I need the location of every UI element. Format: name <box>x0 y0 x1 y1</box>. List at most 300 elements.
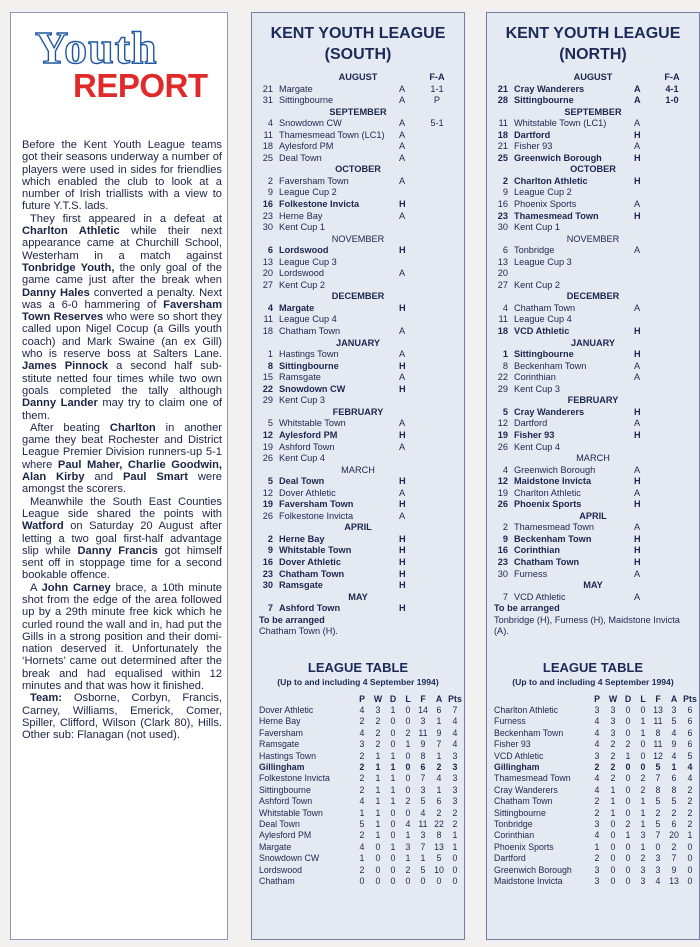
table-cell: 3 <box>594 705 600 716</box>
fixture-venue: A <box>634 372 641 383</box>
fixture-venue: A <box>634 118 641 129</box>
fixture-opponent: Greenwich Borough <box>514 152 602 163</box>
score-column-heading: F-A <box>429 72 445 82</box>
north-league-table-subtitle: (Up to and including 4 September 1994) <box>512 676 674 687</box>
table-cell: 8 <box>420 750 426 761</box>
table-row <box>487 865 699 876</box>
fixture-opponent: Dover Athletic <box>279 487 336 498</box>
fixture-opponent: Kent Cup 4 <box>279 453 325 464</box>
month-heading <box>487 395 699 407</box>
table-cell: 7 <box>420 841 426 852</box>
table-row <box>252 773 464 784</box>
table-team: Lordswood <box>259 864 303 875</box>
article-paragraph <box>22 582 222 693</box>
article-text: Before the Kent Youth League teams got their seasons underway a number of players were used in sides for friendlies which enabled the club to look at a number of Irish triallists with a view to future Y.T.S. lads. <box>22 139 222 213</box>
fixture-date: 8 <box>267 360 273 371</box>
fixture-opponent: Faversham Town <box>279 175 349 186</box>
table-cell: 1 <box>375 796 381 807</box>
fixture-opponent: Charlton Athletic <box>514 175 588 186</box>
table-cell: 2 <box>687 807 693 818</box>
fixture-row <box>487 349 699 361</box>
fixture-row <box>487 499 699 511</box>
fixture-date: 27 <box>497 279 508 290</box>
table-cell: 7 <box>452 705 458 716</box>
youth-report-masthead <box>33 22 213 109</box>
table-cell: 4 <box>594 784 600 795</box>
fixture-row <box>487 592 699 604</box>
table-row <box>487 842 699 853</box>
table-cell: 1 <box>375 807 381 818</box>
table-team: Gillingham <box>494 762 540 772</box>
fixture-date: 23 <box>262 568 273 579</box>
table-cell: 0 <box>405 762 411 773</box>
table-cell: 0 <box>359 875 365 886</box>
fixture-opponent: Deal Town <box>279 476 325 487</box>
fixture-opponent: Corinthian <box>514 372 556 383</box>
table-header-cell: W <box>608 693 618 704</box>
fixture-venue: H <box>634 129 641 140</box>
score-column-heading: F-A <box>664 72 680 82</box>
table-cell: 8 <box>655 784 661 795</box>
table-header-cell: D <box>389 693 397 704</box>
fixture-date: 18 <box>262 326 273 337</box>
fixture-row <box>487 522 699 534</box>
table-cell: 0 <box>452 864 458 875</box>
month-heading <box>252 338 464 350</box>
month-heading <box>252 407 464 419</box>
table-cell: 0 <box>405 784 411 795</box>
table-cell: 3 <box>452 750 458 761</box>
table-team: Folkestone Invicta <box>259 773 330 784</box>
fixture-row <box>252 303 464 315</box>
fixture-venue: H <box>634 533 641 544</box>
article-highlight: Watford <box>22 520 64 533</box>
fixture-venue: A <box>399 326 406 337</box>
fixture-venue: A <box>634 360 641 371</box>
article-text: got himself sent off in stoppage time for a second bookable offence. <box>22 544 223 582</box>
table-row <box>252 762 464 773</box>
fixture-date: 1 <box>267 349 273 360</box>
fixture-venue: H <box>399 556 406 567</box>
fixture-date: 16 <box>262 556 273 567</box>
table-cell: 1 <box>390 784 396 795</box>
fixture-date: 16 <box>262 199 273 210</box>
table-cell: 0 <box>625 841 631 852</box>
table-header-cell: A <box>435 693 443 704</box>
table-cell: 3 <box>640 864 646 875</box>
fixture-date: 23 <box>262 210 273 221</box>
table-cell: 4 <box>594 727 600 738</box>
table-team: Ramsgate <box>259 739 300 750</box>
table-cell: 2 <box>687 818 693 829</box>
table-cell: 5 <box>655 796 661 807</box>
table-header-cell: Pts <box>683 693 697 704</box>
north-title: KENT YOUTH LEAGUE <box>505 25 681 42</box>
fixture-opponent: Dartford <box>514 129 551 140</box>
table-cell: 2 <box>610 773 616 784</box>
table-row <box>487 762 699 773</box>
table-row <box>252 751 464 762</box>
month-heading <box>487 107 699 119</box>
month-label: DECEMBER <box>566 291 620 302</box>
fixture-row <box>487 372 699 384</box>
fixture-venue: H <box>634 499 641 510</box>
article-text: converted a penalty. Next was a 6-0 hammering of <box>22 286 222 311</box>
table-cell: 20 <box>669 830 679 841</box>
month-label: MARCH <box>576 453 610 464</box>
fixture-date: 26 <box>497 441 508 452</box>
fixture-opponent: Snowdown CW <box>279 118 342 129</box>
table-cell: 1 <box>625 830 631 841</box>
table-cell: 5 <box>420 864 426 875</box>
masthead-report: REPORT <box>73 67 208 104</box>
article-paragraph <box>22 213 222 422</box>
fixture-opponent: Deal Town <box>279 152 322 163</box>
table-cell: 2 <box>359 762 365 773</box>
table-cell: 3 <box>452 773 458 784</box>
table-cell: 6 <box>687 716 693 727</box>
table-cell: 0 <box>420 875 426 886</box>
table-cell: 4 <box>452 727 458 738</box>
fixture-venue: A <box>634 199 641 210</box>
table-header-cell: Pts <box>448 693 462 704</box>
table-team: Gillingham <box>259 762 305 773</box>
month-label: AUGUST <box>338 72 378 82</box>
fixture-row <box>252 511 464 523</box>
fixture-date: 4 <box>502 302 508 313</box>
fixture-row <box>487 118 699 130</box>
fixture-row <box>487 303 699 315</box>
fixture-venue: A <box>399 175 406 186</box>
table-row <box>252 785 464 796</box>
fixture-date: 18 <box>262 141 273 152</box>
table-cell: 1 <box>390 762 396 773</box>
table-cell: 2 <box>359 773 365 784</box>
north-fixture-list <box>487 72 699 603</box>
fixture-date: 12 <box>497 476 508 487</box>
fixture-venue: H <box>634 406 641 417</box>
table-cell: 0 <box>610 818 616 829</box>
table-cell: 4 <box>594 830 600 841</box>
table-cell: 13 <box>669 875 679 886</box>
table-cell: 0 <box>375 841 381 852</box>
table-cell: 1 <box>375 773 381 784</box>
table-team: Beckenham Town <box>494 727 564 738</box>
table-team: Tonbridge <box>494 818 533 829</box>
table-cell: 5 <box>420 796 426 807</box>
fixture-venue: H <box>634 556 641 567</box>
table-cell: 2 <box>405 796 411 807</box>
fixture-row <box>252 326 464 338</box>
table-cell: 2 <box>594 796 600 807</box>
table-cell: 3 <box>655 853 661 864</box>
fixture-row <box>252 603 464 615</box>
fixture-row <box>252 141 464 153</box>
table-cell: 9 <box>671 739 677 750</box>
table-row <box>487 773 699 784</box>
article-text: After beating <box>30 421 110 434</box>
article-text: on Saturday 20 August after letting a two goal first-half advantage slip while <box>22 520 222 557</box>
month-heading <box>252 107 464 119</box>
fixture-date: 2 <box>267 175 273 186</box>
table-cell: 0 <box>640 739 646 750</box>
table-cell: 4 <box>452 716 458 727</box>
table-row <box>487 819 699 830</box>
fixture-row <box>487 361 699 373</box>
table-cell: 0 <box>655 841 661 852</box>
fixture-venue: H <box>399 199 406 210</box>
table-header-cell: F <box>655 693 661 704</box>
table-cell: 4 <box>420 807 426 818</box>
table-cell: 4 <box>687 773 693 784</box>
table-row <box>487 830 699 841</box>
report-article <box>22 139 222 742</box>
fixture-row <box>252 488 464 500</box>
fixture-venue: A <box>634 83 641 94</box>
article-text: while their next appearance came at Churchill School, Westerham in a match against <box>22 225 222 262</box>
fixture-row <box>252 257 464 269</box>
south-to-be-arranged <box>252 615 464 638</box>
table-cell: 1 <box>640 818 646 829</box>
table-cell: 2 <box>405 864 411 875</box>
table-cell: 0 <box>625 853 631 864</box>
month-label: OCTOBER <box>335 164 381 175</box>
table-cell: 5 <box>671 796 677 807</box>
table-cell: 3 <box>420 830 426 841</box>
table-cell: 2 <box>671 807 677 818</box>
table-cell: 11 <box>653 716 663 727</box>
fixture-date: 21 <box>497 141 508 152</box>
fixture-venue: H <box>399 580 406 591</box>
table-cell: 1 <box>390 841 396 852</box>
fixture-date: 11 <box>263 314 273 325</box>
table-row <box>252 819 464 830</box>
table-row <box>252 853 464 864</box>
month-heading <box>252 72 464 84</box>
fixture-venue: A <box>399 510 406 521</box>
table-cell: 1 <box>452 830 458 841</box>
table-cell: 0 <box>375 875 381 886</box>
fixture-venue: A <box>634 141 641 152</box>
fixture-venue: A <box>634 302 641 313</box>
table-row <box>487 751 699 762</box>
table-team: VCD Athletic <box>494 750 544 761</box>
month-heading <box>252 592 464 604</box>
fixture-opponent: Folkestone Invicta <box>279 199 360 210</box>
fixture-row <box>487 384 699 396</box>
fixture-opponent: Charlton Athletic <box>514 487 581 498</box>
table-team: Hastings Town <box>259 750 317 761</box>
fixture-opponent: Cray Wanderers <box>514 406 585 417</box>
south-fixtures-panel <box>251 12 465 940</box>
fixture-opponent: Furness <box>514 568 548 579</box>
fixture-row <box>487 222 699 234</box>
table-cell: 1 <box>390 796 396 807</box>
tba-text: Tonbridge (H), Furness (H), Maidstone Invicta (A). <box>494 614 680 637</box>
table-cell: 2 <box>594 762 600 772</box>
article-text: who were so short they called upon Nigel Cocup (a Gills youth coach) and Mark Swaine (an ex Gill) who is reserve boss at Salters Lane. <box>22 311 223 361</box>
fixture-date: 2 <box>502 175 508 186</box>
fixture-venue: A <box>634 591 641 602</box>
fixture-row <box>487 418 699 430</box>
article-highlight: Faversham Town Reserves <box>22 298 222 324</box>
fixture-row <box>487 407 699 419</box>
fixture-opponent: League Cup 3 <box>514 256 572 267</box>
fixture-opponent: VCD Athletic <box>514 591 566 602</box>
month-heading <box>487 580 699 592</box>
north-to-be-arranged <box>487 603 699 638</box>
south-fixture-list <box>252 72 464 615</box>
fixture-date: 31 <box>262 95 273 106</box>
fixture-row <box>487 95 699 107</box>
fixture-opponent: Phoenix Sports <box>514 499 582 510</box>
table-cell: 6 <box>671 773 677 784</box>
fixture-opponent: Kent Cup 1 <box>279 222 325 233</box>
fixture-venue: H <box>634 326 641 337</box>
month-label: MAY <box>348 591 368 602</box>
month-label: FEBRUARY <box>567 395 619 406</box>
fixture-opponent: Ramsgate <box>279 372 321 383</box>
table-cell: 3 <box>375 705 381 716</box>
table-team: Maidstone Invicta <box>494 875 563 886</box>
table-row <box>252 808 464 819</box>
table-row <box>487 876 699 887</box>
fixture-opponent: Dover Athletic <box>279 556 341 567</box>
table-cell: 2 <box>375 727 381 738</box>
fixture-opponent: Sittingbourne <box>279 95 334 106</box>
fixture-date: 5 <box>267 418 273 429</box>
table-cell: 9 <box>420 739 426 750</box>
fixture-date: 15 <box>262 372 273 383</box>
table-cell: 6 <box>687 739 693 750</box>
fixture-date: 26 <box>262 510 273 521</box>
table-row <box>252 796 464 807</box>
fixture-row <box>487 465 699 477</box>
month-heading <box>487 234 699 246</box>
fixture-date: 30 <box>497 222 508 233</box>
table-cell: 2 <box>610 750 616 761</box>
fixture-venue: A <box>634 487 641 498</box>
table-cell: 6 <box>671 818 677 829</box>
month-heading <box>252 522 464 534</box>
fixture-row <box>252 222 464 234</box>
fixture-date: 27 <box>262 279 273 290</box>
fixture-date: 22 <box>262 383 273 394</box>
table-row <box>252 739 464 750</box>
table-row <box>252 842 464 853</box>
table-team: Fisher 93 <box>494 739 531 750</box>
table-cell: 0 <box>405 750 411 761</box>
table-cell: 3 <box>359 739 365 750</box>
tba-title: To be arranged <box>494 603 560 614</box>
table-cell: 1 <box>359 807 365 818</box>
month-heading <box>487 164 699 176</box>
table-cell: 0 <box>625 796 631 807</box>
table-cell: 2 <box>375 716 381 727</box>
table-row <box>487 785 699 796</box>
fixture-score: 1-1 <box>430 83 444 94</box>
fixture-row <box>252 280 464 292</box>
fixture-date: 11 <box>498 118 508 129</box>
table-cell: 1 <box>610 784 616 795</box>
fixture-venue: H <box>634 429 641 440</box>
month-label: MARCH <box>341 464 375 475</box>
fixture-date: 22 <box>497 372 508 383</box>
north-league-table-title: LEAGUE TABLE <box>542 659 644 675</box>
fixture-date: 7 <box>502 591 508 602</box>
table-cell: 1 <box>640 727 646 738</box>
article-text: A <box>30 581 42 594</box>
table-cell: 0 <box>625 784 631 795</box>
table-cell: 0 <box>405 705 411 716</box>
table-cell: 1 <box>640 807 646 818</box>
fixture-opponent: Whitstable Town <box>279 545 352 556</box>
fixture-venue: A <box>634 418 641 429</box>
article-paragraph <box>22 692 222 741</box>
article-highlight: James Pinnock <box>22 360 109 373</box>
fixture-date: 28 <box>497 95 508 106</box>
table-cell: 14 <box>418 705 428 716</box>
month-label: OCTOBER <box>570 164 616 175</box>
fixture-date: 25 <box>262 152 273 163</box>
table-team: Margate <box>259 841 292 852</box>
fixture-row <box>487 268 699 280</box>
fixture-score: 1-0 <box>665 95 679 106</box>
table-header-row <box>252 694 464 705</box>
table-cell: 0 <box>687 864 693 875</box>
fixture-row <box>252 314 464 326</box>
fixture-row <box>252 395 464 407</box>
month-label: DECEMBER <box>331 291 385 302</box>
fixture-date: 23 <box>497 556 508 567</box>
table-cell: 7 <box>671 853 677 864</box>
table-cell: 0 <box>390 727 396 738</box>
article-highlight: Charlton <box>109 421 156 434</box>
fixture-date: 16 <box>497 199 508 210</box>
fixture-venue: H <box>634 349 641 360</box>
table-cell: 9 <box>436 727 442 738</box>
fixture-date: 11 <box>498 314 508 325</box>
month-label: FEBRUARY <box>332 406 384 417</box>
table-cell: 3 <box>640 875 646 886</box>
table-cell: 1 <box>452 841 458 852</box>
article-text: Osborne, Corbyn, Francis, Carney, Williams, Emerick, Comer, Spiller, Clifford, Wilson (Clark 80), Hills. Other sub: Flanagan (not used). <box>22 692 222 742</box>
table-cell: 2 <box>436 762 442 773</box>
fixture-date: 19 <box>262 499 273 510</box>
fixture-opponent: Herne Bay <box>279 210 323 221</box>
fixture-venue: H <box>399 302 406 313</box>
article-highlight: Tonbridge Youth, <box>22 261 115 274</box>
table-cell: 1 <box>375 784 381 795</box>
fixture-venue: H <box>399 245 406 256</box>
table-header-cell: F <box>420 693 426 704</box>
fixture-opponent: Lordswood <box>279 268 324 279</box>
article-text: Meanwhile the South East Counties League side shared the points with <box>22 495 222 520</box>
month-heading <box>252 164 464 176</box>
table-cell: 1 <box>405 830 411 841</box>
fixture-venue: A <box>399 141 406 152</box>
table-cell: 13 <box>653 705 663 716</box>
table-team: Furness <box>494 716 526 727</box>
table-header-cell: A <box>670 693 678 704</box>
fixture-row <box>252 372 464 384</box>
table-cell: 0 <box>625 807 631 818</box>
fixture-venue: A <box>399 83 406 94</box>
fixture-opponent: Fisher 93 <box>514 429 555 440</box>
fixture-row <box>252 384 464 396</box>
fixture-row <box>252 199 464 211</box>
fixture-row <box>252 453 464 465</box>
